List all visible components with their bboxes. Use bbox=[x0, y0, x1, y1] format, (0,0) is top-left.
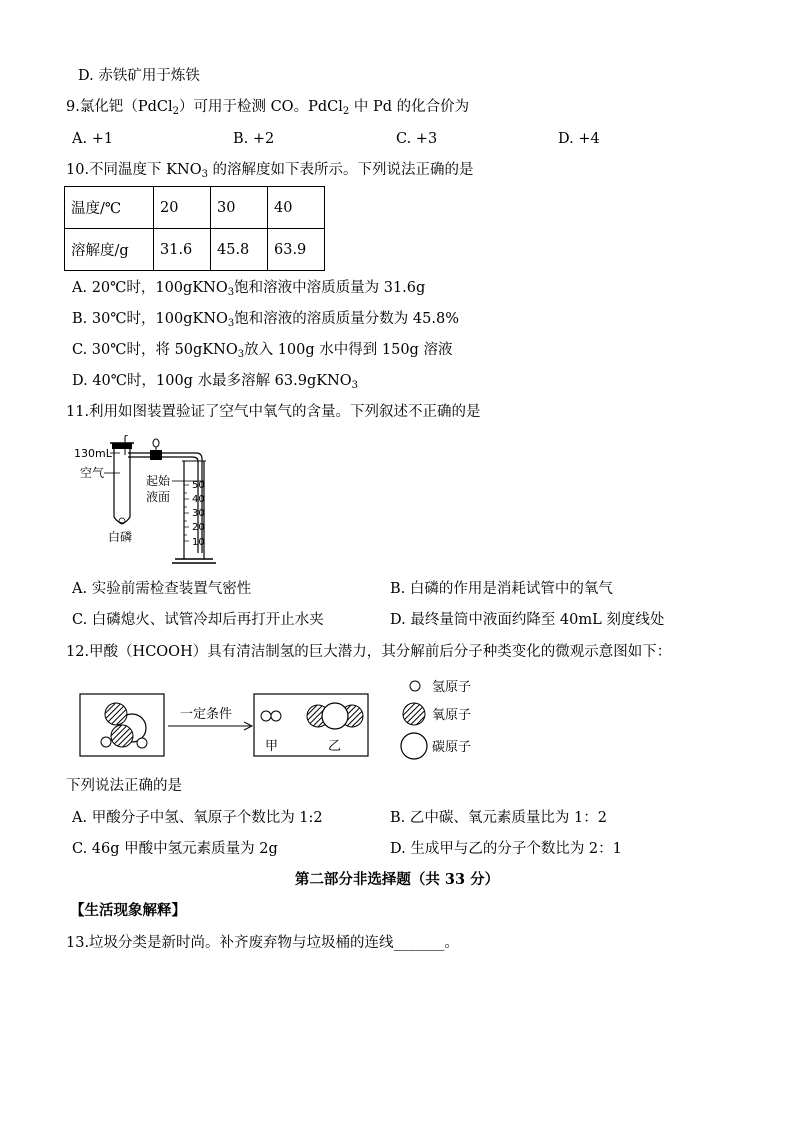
q9-stem: 9.氯化钯（PdCl$_2$）可用于检测 CO。PdCl$_2$ 中 Pd 的化合价为 bbox=[66, 99, 470, 117]
hydrogen-legend-icon bbox=[410, 681, 420, 691]
clamp-icon bbox=[150, 450, 162, 460]
product-label-yi: 乙 bbox=[328, 739, 342, 754]
table-cell: 30 bbox=[211, 187, 268, 229]
scale-label: 50 bbox=[192, 480, 205, 491]
q12-prompt: 下列说法正确的是 bbox=[66, 778, 182, 794]
scale-label: 40 bbox=[192, 494, 205, 505]
carbon-legend-icon bbox=[401, 733, 427, 759]
hydrogen-atom-icon bbox=[101, 737, 111, 747]
q9-option-c: C. +3 bbox=[396, 131, 438, 147]
q11-option-a: A. 实验前需检查装置气密性 bbox=[72, 581, 252, 597]
table-row bbox=[65, 187, 325, 229]
q13-stem: 13.垃圾分类是新时尚。补齐废弃物与垃圾桶的连线_______。 bbox=[66, 935, 459, 951]
legend-label: 氢原子 bbox=[432, 680, 472, 695]
oxygen-atom-icon bbox=[111, 725, 133, 747]
table-cell: 45.8 bbox=[211, 229, 268, 271]
legend-label: 氧原子 bbox=[432, 708, 472, 723]
q12-option-c: C. 46g 甲酸中氢元素质量为 2g bbox=[72, 841, 278, 857]
q9-option-b: B. +2 bbox=[233, 131, 275, 147]
air-label: 空气 bbox=[80, 466, 105, 480]
apparatus-diagram bbox=[70, 435, 230, 570]
table-cell: 63.9 bbox=[268, 229, 325, 271]
table-cell: 40 bbox=[268, 187, 325, 229]
q12-option-d: D. 生成甲与乙的分子个数比为 2：1 bbox=[390, 841, 622, 857]
scale-label: 30 bbox=[192, 508, 205, 519]
carbon-atom-icon bbox=[322, 703, 348, 729]
phosphorus-label: 白磷 bbox=[108, 530, 133, 544]
test-tube bbox=[114, 443, 130, 523]
q9-option-d: D. +4 bbox=[558, 131, 600, 147]
table-row bbox=[65, 229, 325, 271]
q10-option-c: C. 30℃时，将 50gKNO$_3$放入 100g 水中得到 150g 溶液 bbox=[72, 342, 453, 360]
section-heading: 【生活现象解释】 bbox=[70, 902, 186, 919]
volume-label: 130mL bbox=[74, 447, 112, 460]
oxygen-legend-icon bbox=[403, 703, 425, 725]
table-cell: 20 bbox=[154, 187, 211, 229]
start-level-label: 起始 bbox=[146, 474, 171, 488]
scale-label: 20 bbox=[192, 522, 205, 533]
q11-option-c: C. 白磷熄火、试管冷却后再打开止水夹 bbox=[72, 612, 324, 628]
q8-option-d: D. 赤铁矿用于炼铁 bbox=[78, 68, 200, 84]
table-cell: 31.6 bbox=[154, 229, 211, 271]
condition-label: 一定条件 bbox=[180, 707, 233, 722]
table-cell: 温度/℃ bbox=[65, 187, 154, 229]
q10-option-d: D. 40℃时，100g 水最多溶解 63.9gKNO$_3$ bbox=[72, 373, 359, 391]
q11-option-b: B. 白磷的作用是消耗试管中的氧气 bbox=[390, 581, 613, 597]
q12-option-b: B. 乙中碳、氧元素质量比为 1：2 bbox=[390, 810, 607, 826]
q11-option-d: D. 最终量筒中液面约降至 40mL 刻度线处 bbox=[390, 612, 665, 628]
q11-stem: 11.利用如图装置验证了空气中氧气的含量。下列叙述不正确的是 bbox=[66, 404, 481, 420]
answer-blank[interactable]: _______ bbox=[393, 935, 445, 951]
q10-option-b: B. 30℃时，100gKNO$_3$饱和溶液的溶质质量分数为 45.8% bbox=[72, 311, 459, 329]
q9-option-a: A. +1 bbox=[72, 131, 114, 147]
hydrogen-atom-icon bbox=[271, 711, 281, 721]
oxygen-atom-icon bbox=[105, 703, 127, 725]
q10-option-a: A. 20℃时，100gKNO$_3$饱和溶液中溶质质量为 31.6g bbox=[72, 280, 426, 298]
part2-title: 第二部分非选择题（共 33 分） bbox=[294, 871, 500, 888]
solubility-table bbox=[64, 186, 325, 271]
table-cell: 溶解度/g bbox=[65, 229, 154, 271]
q10-stem: 10.不同温度下 $KNO_3$ 的溶解度如下表所示。下列说法正确的是 bbox=[66, 162, 474, 180]
start-level-label-2: 液面 bbox=[146, 490, 171, 504]
molecule-diagram bbox=[76, 674, 496, 766]
q12-option-a: A. 甲酸分子中氢、氧原子个数比为 1:2 bbox=[72, 810, 323, 826]
stopper-icon bbox=[112, 443, 132, 449]
legend-label: 碳原子 bbox=[432, 740, 472, 755]
hydrogen-atom-icon bbox=[137, 738, 147, 748]
q12-stem: 12.甲酸（HCOOH）具有清洁制氢的巨大潜力，其分解前后分子种类变化的微观示意图如下： bbox=[66, 644, 672, 660]
hydrogen-atom-icon bbox=[261, 711, 271, 721]
product-label-jia: 甲 bbox=[265, 739, 279, 754]
scale-label: 10 bbox=[192, 537, 205, 548]
